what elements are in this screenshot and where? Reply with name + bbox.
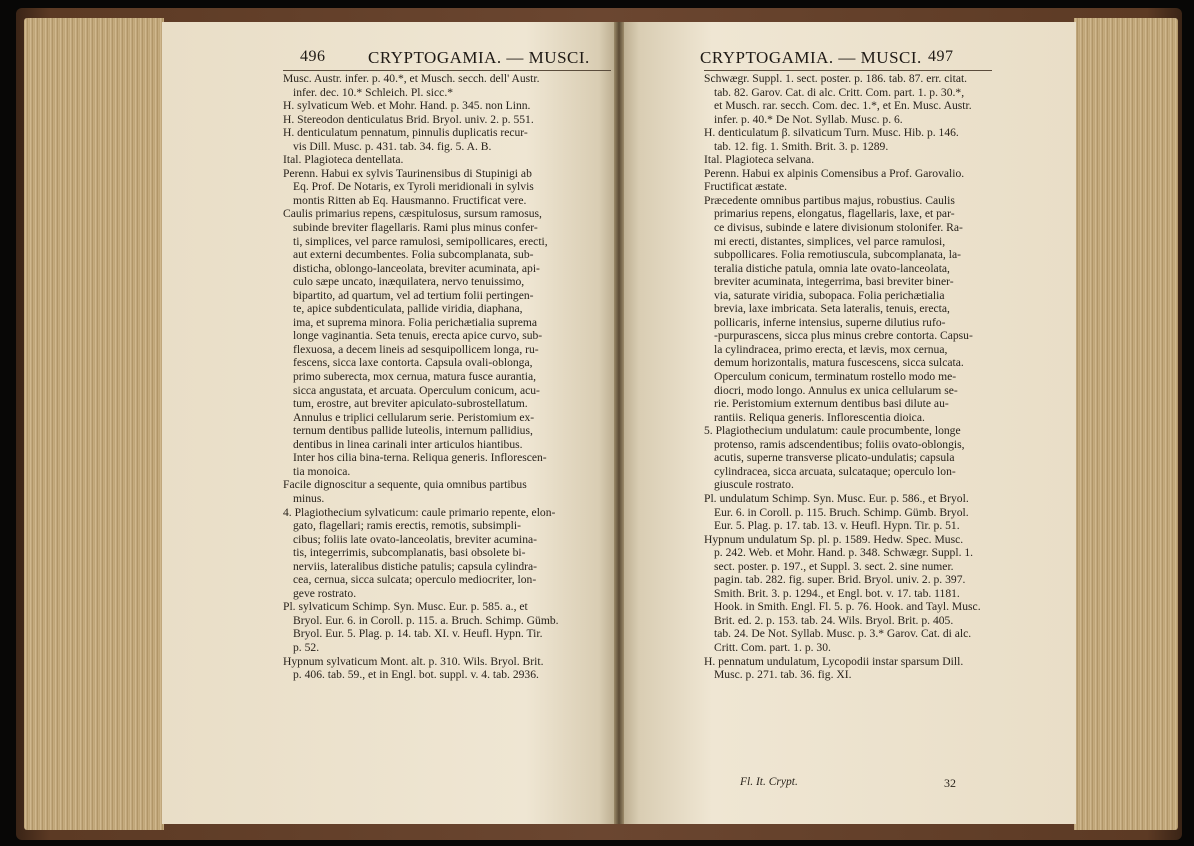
text-line: dentibus in linea carinali inter articulos hiantibus. xyxy=(293,437,523,451)
text-line: minus. xyxy=(293,491,325,505)
text-line: protenso, ramis adscendentibus; foliis ovato-oblongis, xyxy=(714,437,965,451)
text-line: tab. 82. Garov. Cat. di alc. Critt. Com. part. 1. p. 30.*, xyxy=(714,85,965,99)
text-line: ti, simplices, vel parce ramulosi, semipollicares, erecti, xyxy=(293,234,548,248)
text-line: Perenn. Habui ex sylvis Taurinensibus di Stupinigi ab xyxy=(283,166,532,180)
text-line: et Musch. rar. secch. Com. dec. 1.*, et En. Musc. Austr. xyxy=(714,99,972,113)
text-line: cea, cernua, sicca sulcata; operculo mediocriter, lon- xyxy=(293,573,537,587)
text-line: pollicaris, inferne intensius, superne dilutius rufo- xyxy=(714,315,946,329)
text-line: primo suberecta, mox cernua, matura fusce aurantia, xyxy=(293,370,537,384)
text-line: Ital. Plagioteca selvana. xyxy=(704,153,815,167)
text-line: te, apice subdenticulata, pallide viridia, diaphana, xyxy=(293,302,523,316)
text-line: Bryol. Eur. 6. in Coroll. p. 115. a. Bruch. Schimp. Gümb. xyxy=(293,613,559,627)
text-line: Ital. Plagioteca dentellata. xyxy=(283,153,404,167)
text-line: acutis, superne transverse plicato-undulatis; capsula xyxy=(714,451,955,465)
text-line: H. denticulatum pennatum, pinnulis duplicatis recur- xyxy=(283,126,528,140)
text-line: demum horizontalis, matura fuscescens, sicca sulcata. xyxy=(714,356,964,370)
text-line: Musc. Austr. infer. p. 40.*, et Musch. secch. dell' Austr. xyxy=(283,72,540,85)
text-line: fescens, sicca laxe contorta. Capsula ovali-oblonga, xyxy=(293,356,533,370)
text-line: aut externi decumbentes. Folia subcomplanata, sub- xyxy=(293,248,534,262)
text-line: tis, integerrimis, subcomplanatis, basi obsolete bi- xyxy=(293,546,526,560)
text-line: Facile dignoscitur a sequente, quia omnibus partibus xyxy=(283,478,527,492)
text-line: p. 242. Web. et Mohr. Hand. p. 348. Schwægr. Suppl. 1. xyxy=(714,546,974,560)
text-line: ima, et suprema minora. Folia perichætialia suprema xyxy=(293,315,538,329)
text-line: culo sæpe uncato, inæquilatera, nervo tenuissimo, xyxy=(293,275,525,289)
left-running-title: CRYPTOGAMIA. — MUSCI. xyxy=(368,48,590,67)
text-line: disticha, oblongo-lanceolata, breviter acuminata, api- xyxy=(293,261,540,275)
text-line: giuscule rostrato. xyxy=(714,478,794,492)
text-line: 5. Plagiothecium undulatum: caule procumbente, longe xyxy=(704,424,961,438)
text-line: H. pennatum undulatum, Lycopodii instar sparsum Dill. xyxy=(704,654,964,668)
text-line: Pl. undulatum Schimp. Syn. Musc. Eur. p. 586., et Bryol. xyxy=(704,491,969,505)
text-line: -purpurascens, sicca plus minus crebre contorta. Capsu- xyxy=(714,329,973,343)
text-line: Hypnum sylvaticum Mont. alt. p. 310. Wils. Bryol. Brit. xyxy=(283,654,544,668)
left-head-rule xyxy=(283,70,611,71)
text-line: 4. Plagiothecium sylvaticum: caule primario repente, elon- xyxy=(283,505,556,519)
text-line: montis Ritten ab Eq. Hausmanno. Fructificat vere. xyxy=(293,193,527,207)
text-line: vis Dill. Musc. p. 431. tab. 34. fig. 5. A. B. xyxy=(293,139,492,153)
left-text-column xyxy=(283,72,611,682)
text-line: Hypnum undulatum Sp. pl. p. 1589. Hedw. Spec. Musc. xyxy=(704,532,964,546)
text-line: Perenn. Habui ex alpinis Comensibus a Prof. Garovalio. xyxy=(704,166,965,180)
text-line: cylindracea, sicca arcuata, sulcataque; operculo lon- xyxy=(714,464,956,478)
text-line: Inter hos cilia bina-terna. Reliqua generis. Inflorescen- xyxy=(293,451,547,465)
signature-mark: Fl. It. Crypt. xyxy=(740,776,798,788)
right-running-head xyxy=(700,48,970,70)
text-line: Fructificat æstate. xyxy=(704,180,788,194)
text-line: H. Stereodon denticulatus Brid. Bryol. univ. 2. p. 551. xyxy=(283,112,534,126)
text-line: tum, erostre, aut breviter apiculato-subrostellatum. xyxy=(293,397,528,411)
text-line: Eur. 5. Plag. p. 17. tab. 13. v. Heufl. Hypn. Tir. p. 51. xyxy=(714,519,960,533)
text-line: sicca angustata, et arcuata. Operculum conicum, acu- xyxy=(293,383,540,397)
text-line: Eur. 6. in Coroll. p. 115. Bruch. Schimp. Gümb. Bryol. xyxy=(714,505,969,519)
text-line: ternum dentibus pallide luteolis, internum pallidius, xyxy=(293,424,533,438)
text-line: ce divisus, subinde e latere divisionum stolonifer. Ra- xyxy=(714,221,963,235)
page-edges-right xyxy=(1074,18,1178,830)
right-text-column xyxy=(704,72,992,682)
text-line: infer. dec. 10.* Schleich. Pl. sicc.* xyxy=(293,85,454,99)
text-line: Brit. ed. 2. p. 153. tab. 24. Wils. Bryol. Brit. p. 405. xyxy=(714,613,954,627)
text-line: p. 406. tab. 59., et in Engl. bot. suppl. v. 4. tab. 2936. xyxy=(293,668,539,682)
text-line: subpollicares. Folia remotiuscula, subcomplanata, la- xyxy=(714,248,961,262)
text-line: Annulus e triplici cellularum serie. Peristomium ex- xyxy=(293,410,535,424)
text-line: H. denticulatum β. silvaticum Turn. Musc. Hib. p. 146. xyxy=(704,126,959,140)
book-gutter xyxy=(614,22,624,824)
text-line: via, saturate viridia, subopaca. Folia perichætialia xyxy=(714,288,945,302)
text-line: nerviis, lateralibus distiche patulis; capsula cylindra- xyxy=(293,559,538,573)
text-line: Eq. Prof. De Notaris, ex Tyroli meridionali in sylvis xyxy=(293,180,534,194)
text-line: Musc. p. 271. tab. 36. fig. XI. xyxy=(714,668,852,682)
text-line: infer. p. 40.* De Not. Syllab. Musc. p. 6. xyxy=(714,112,903,126)
right-running-title: CRYPTOGAMIA. — MUSCI. xyxy=(700,48,922,67)
text-line: Smith. Brit. 3. p. 1294., et Engl. bot. v. 17. tab. 1181. xyxy=(714,586,960,600)
text-line: Pl. sylvaticum Schimp. Syn. Musc. Eur. p. 585. a., et xyxy=(283,600,528,614)
text-line: cibus; foliis late ovato-lanceolatis, breviter acumina- xyxy=(293,532,538,546)
text-line: pagin. tab. 282. fig. super. Brid. Bryol. univ. 2. p. 397. xyxy=(714,573,966,587)
text-line: sect. poster. p. 197., et Suppl. 3. sect. 2. sine numer. xyxy=(714,559,954,573)
text-line: brevia, laxe imbricata. Seta lateralis, tenuis, erecta, xyxy=(714,302,950,316)
text-line: breviter acuminata, integerrima, basi breviter biner- xyxy=(714,275,954,289)
text-line: p. 52. xyxy=(293,640,320,654)
text-line: longe vaginantia. Seta tenuis, erecta apice curvo, sub- xyxy=(293,329,543,343)
text-line: la cylindracea, primo erecta, et lævis, mox cernua, xyxy=(714,342,948,356)
text-line: Bryol. Eur. 5. Plag. p. 14. tab. XI. v. Heufl. Hypn. Tir. xyxy=(293,627,543,641)
text-line: teralia distiche patula, omnia late ovato-lanceolata, xyxy=(714,261,950,275)
text-line: Critt. Com. part. 1. p. 30. xyxy=(714,640,831,654)
page-edges-left xyxy=(24,18,164,830)
text-line: subinde breviter flagellaris. Rami plus minus confer- xyxy=(293,221,538,235)
text-line: H. sylvaticum Web. et Mohr. Hand. p. 345. non Linn. xyxy=(283,99,531,113)
text-line: gato, flagellari; ramis erectis, remotis, subsimpli- xyxy=(293,519,521,533)
text-line: flexuosa, a decem lineis ad sesquipollicem longa, ru- xyxy=(293,342,539,356)
right-head-rule xyxy=(704,70,992,71)
text-line: geve rostrato. xyxy=(293,586,357,600)
text-line: tia monoica. xyxy=(293,464,351,478)
text-line: rantiis. Reliqua generis. Inflorescentia dioica. xyxy=(714,410,925,424)
text-line: Caulis primarius repens, cæspitulosus, sursum ramosus, xyxy=(283,207,542,221)
text-line: Operculum conicum, terminatum rostello modo me- xyxy=(714,370,957,384)
text-line: bipartito, ad quartum, vel ad tertium folii pertingen- xyxy=(293,288,534,302)
text-line: Præcedente omnibus partibus majus, robustius. Caulis xyxy=(704,193,955,207)
text-line: primarius repens, elongatus, flagellaris, laxe, et par- xyxy=(714,207,955,221)
gathering-number: 32 xyxy=(944,776,956,790)
text-line: diocri, modo longo. Annulus ex unica cellularum se- xyxy=(714,383,958,397)
left-page-number: 496 xyxy=(300,48,326,65)
text-line: rie. Peristomium externum dentibus basi dilute au- xyxy=(714,397,949,411)
text-line: tab. 24. De Not. Syllab. Musc. p. 3.* Garov. Cat. di alc. xyxy=(714,627,972,641)
text-line: Hook. in Smith. Engl. Fl. 5. p. 76. Hook. and Tayl. Musc. xyxy=(714,600,981,614)
text-line: Schwægr. Suppl. 1. sect. poster. p. 186. tab. 87. err. citat. xyxy=(704,72,968,85)
text-line: tab. 12. fig. 1. Smith. Brit. 3. p. 1289. xyxy=(714,139,889,153)
right-page-number: 497 xyxy=(928,48,954,65)
left-running-head xyxy=(300,48,610,70)
text-line: mi erecti, distantes, simplices, vel parce ramulosi, xyxy=(714,234,946,248)
